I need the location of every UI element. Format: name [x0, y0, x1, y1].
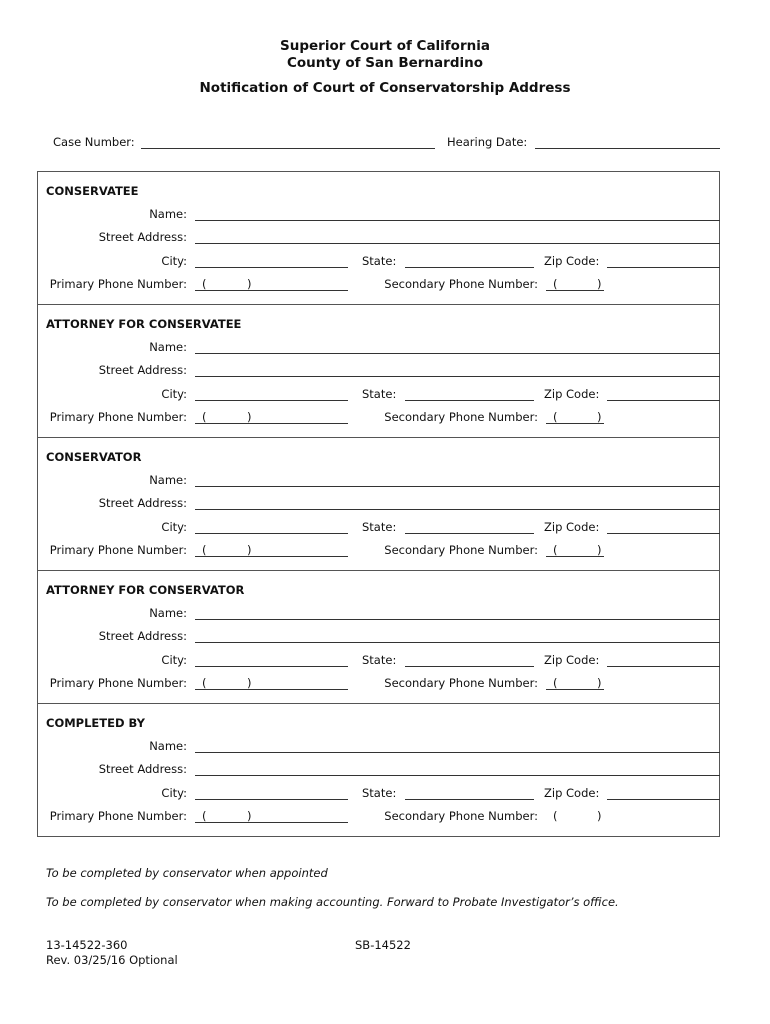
primary-phone-field[interactable]: [195, 290, 348, 291]
secondary-phone-label: Secondary Phone Number:: [384, 277, 538, 291]
state-field[interactable]: [405, 666, 534, 667]
name-field[interactable]: [195, 752, 720, 753]
name-field[interactable]: [195, 353, 720, 354]
street-address-label: Street Address:: [98, 629, 187, 643]
state-field[interactable]: [405, 799, 534, 800]
primary-phone-label: Primary Phone Number:: [49, 809, 187, 823]
primary-phone-label: Primary Phone Number:: [49, 277, 187, 291]
primary-phone-field[interactable]: [195, 689, 348, 690]
form-number: 13-14522-360: [46, 938, 128, 952]
name-field[interactable]: [195, 220, 720, 221]
secondary-phone-open-paren: (: [553, 809, 558, 823]
city-label: City:: [161, 786, 187, 800]
street-address-field[interactable]: [195, 642, 720, 643]
name-field[interactable]: [195, 619, 720, 620]
hearing-date-label: Hearing Date:: [447, 135, 528, 149]
zip-code-label: Zip Code:: [544, 786, 600, 800]
zip-code-label: Zip Code:: [544, 520, 600, 534]
state-label: State:: [362, 520, 397, 534]
city-field[interactable]: [195, 267, 348, 268]
state-field[interactable]: [405, 400, 534, 401]
primary-phone-label: Primary Phone Number:: [49, 676, 187, 690]
primary-phone-open-paren: (: [202, 809, 207, 823]
street-address-field[interactable]: [195, 775, 720, 776]
primary-phone-open-paren: (: [202, 410, 207, 424]
secondary-phone-close-paren: ): [597, 410, 602, 424]
form-title: Notification of Court of Conservatorship Address: [199, 80, 571, 96]
primary-phone-field[interactable]: [195, 556, 348, 557]
primary-phone-field[interactable]: [195, 423, 348, 424]
state-label: State:: [362, 254, 397, 268]
primary-phone-close-paren: ): [247, 543, 252, 557]
note-accounting: To be completed by conservator when making accounting. Forward to Probate Investigator’s office.: [46, 895, 619, 909]
name-label: Name:: [149, 739, 187, 753]
city-label: City:: [161, 653, 187, 667]
primary-phone-close-paren: ): [247, 410, 252, 424]
revision-text: Rev. 03/25/16 Optional: [46, 953, 178, 967]
primary-phone-label: Primary Phone Number:: [49, 410, 187, 424]
street-address-field[interactable]: [195, 243, 720, 244]
secondary-phone-label: Secondary Phone Number:: [384, 809, 538, 823]
form-code: SB-14522: [355, 938, 411, 952]
secondary-phone-close-paren: ): [597, 809, 602, 823]
street-address-label: Street Address:: [98, 363, 187, 377]
section-title: CONSERVATOR: [46, 450, 142, 464]
state-field[interactable]: [405, 267, 534, 268]
name-label: Name:: [149, 473, 187, 487]
county-name: County of San Bernardino: [286, 55, 483, 71]
secondary-phone-close-paren: ): [597, 277, 602, 291]
secondary-phone-close-paren: ): [597, 543, 602, 557]
zip-code-field[interactable]: [607, 799, 720, 800]
name-label: Name:: [149, 340, 187, 354]
primary-phone-open-paren: (: [202, 277, 207, 291]
secondary-phone-label: Secondary Phone Number:: [384, 676, 538, 690]
section-title: ATTORNEY FOR CONSERVATOR: [46, 583, 245, 597]
name-field[interactable]: [195, 486, 720, 487]
primary-phone-close-paren: ): [247, 809, 252, 823]
court-name: Superior Court of California: [280, 38, 490, 54]
primary-phone-open-paren: (: [202, 676, 207, 690]
secondary-phone-label: Secondary Phone Number:: [384, 410, 538, 424]
street-address-label: Street Address:: [98, 762, 187, 776]
city-field[interactable]: [195, 533, 348, 534]
primary-phone-label: Primary Phone Number:: [49, 543, 187, 557]
name-label: Name:: [149, 207, 187, 221]
primary-phone-field[interactable]: [195, 822, 348, 823]
zip-code-label: Zip Code:: [544, 387, 600, 401]
section-title: CONSERVATEE: [46, 184, 139, 198]
case-number-label: Case Number:: [53, 135, 135, 149]
city-label: City:: [161, 520, 187, 534]
street-address-label: Street Address:: [98, 496, 187, 510]
state-label: State:: [362, 653, 397, 667]
section-title: COMPLETED BY: [46, 716, 145, 730]
zip-code-label: Zip Code:: [544, 254, 600, 268]
secondary-phone-open-paren: (: [553, 676, 558, 690]
street-address-field[interactable]: [195, 376, 720, 377]
secondary-phone-label: Secondary Phone Number:: [384, 543, 538, 557]
zip-code-field[interactable]: [607, 666, 720, 667]
secondary-phone-close-paren: ): [597, 676, 602, 690]
state-label: State:: [362, 387, 397, 401]
zip-code-field[interactable]: [607, 533, 720, 534]
name-label: Name:: [149, 606, 187, 620]
zip-code-label: Zip Code:: [544, 653, 600, 667]
secondary-phone-open-paren: (: [553, 410, 558, 424]
primary-phone-close-paren: ): [247, 277, 252, 291]
state-label: State:: [362, 786, 397, 800]
primary-phone-open-paren: (: [202, 543, 207, 557]
case-number-field[interactable]: [141, 148, 435, 149]
city-field[interactable]: [195, 666, 348, 667]
city-label: City:: [161, 387, 187, 401]
secondary-phone-open-paren: (: [553, 277, 558, 291]
section-title: ATTORNEY FOR CONSERVATEE: [46, 317, 242, 331]
street-address-field[interactable]: [195, 509, 720, 510]
city-label: City:: [161, 254, 187, 268]
street-address-label: Street Address:: [98, 230, 187, 244]
zip-code-field[interactable]: [607, 267, 720, 268]
zip-code-field[interactable]: [607, 400, 720, 401]
state-field[interactable]: [405, 533, 534, 534]
city-field[interactable]: [195, 400, 348, 401]
secondary-phone-open-paren: (: [553, 543, 558, 557]
note-appointed: To be completed by conservator when appointed: [46, 866, 328, 880]
city-field[interactable]: [195, 799, 348, 800]
primary-phone-close-paren: ): [247, 676, 252, 690]
hearing-date-field[interactable]: [535, 148, 720, 149]
